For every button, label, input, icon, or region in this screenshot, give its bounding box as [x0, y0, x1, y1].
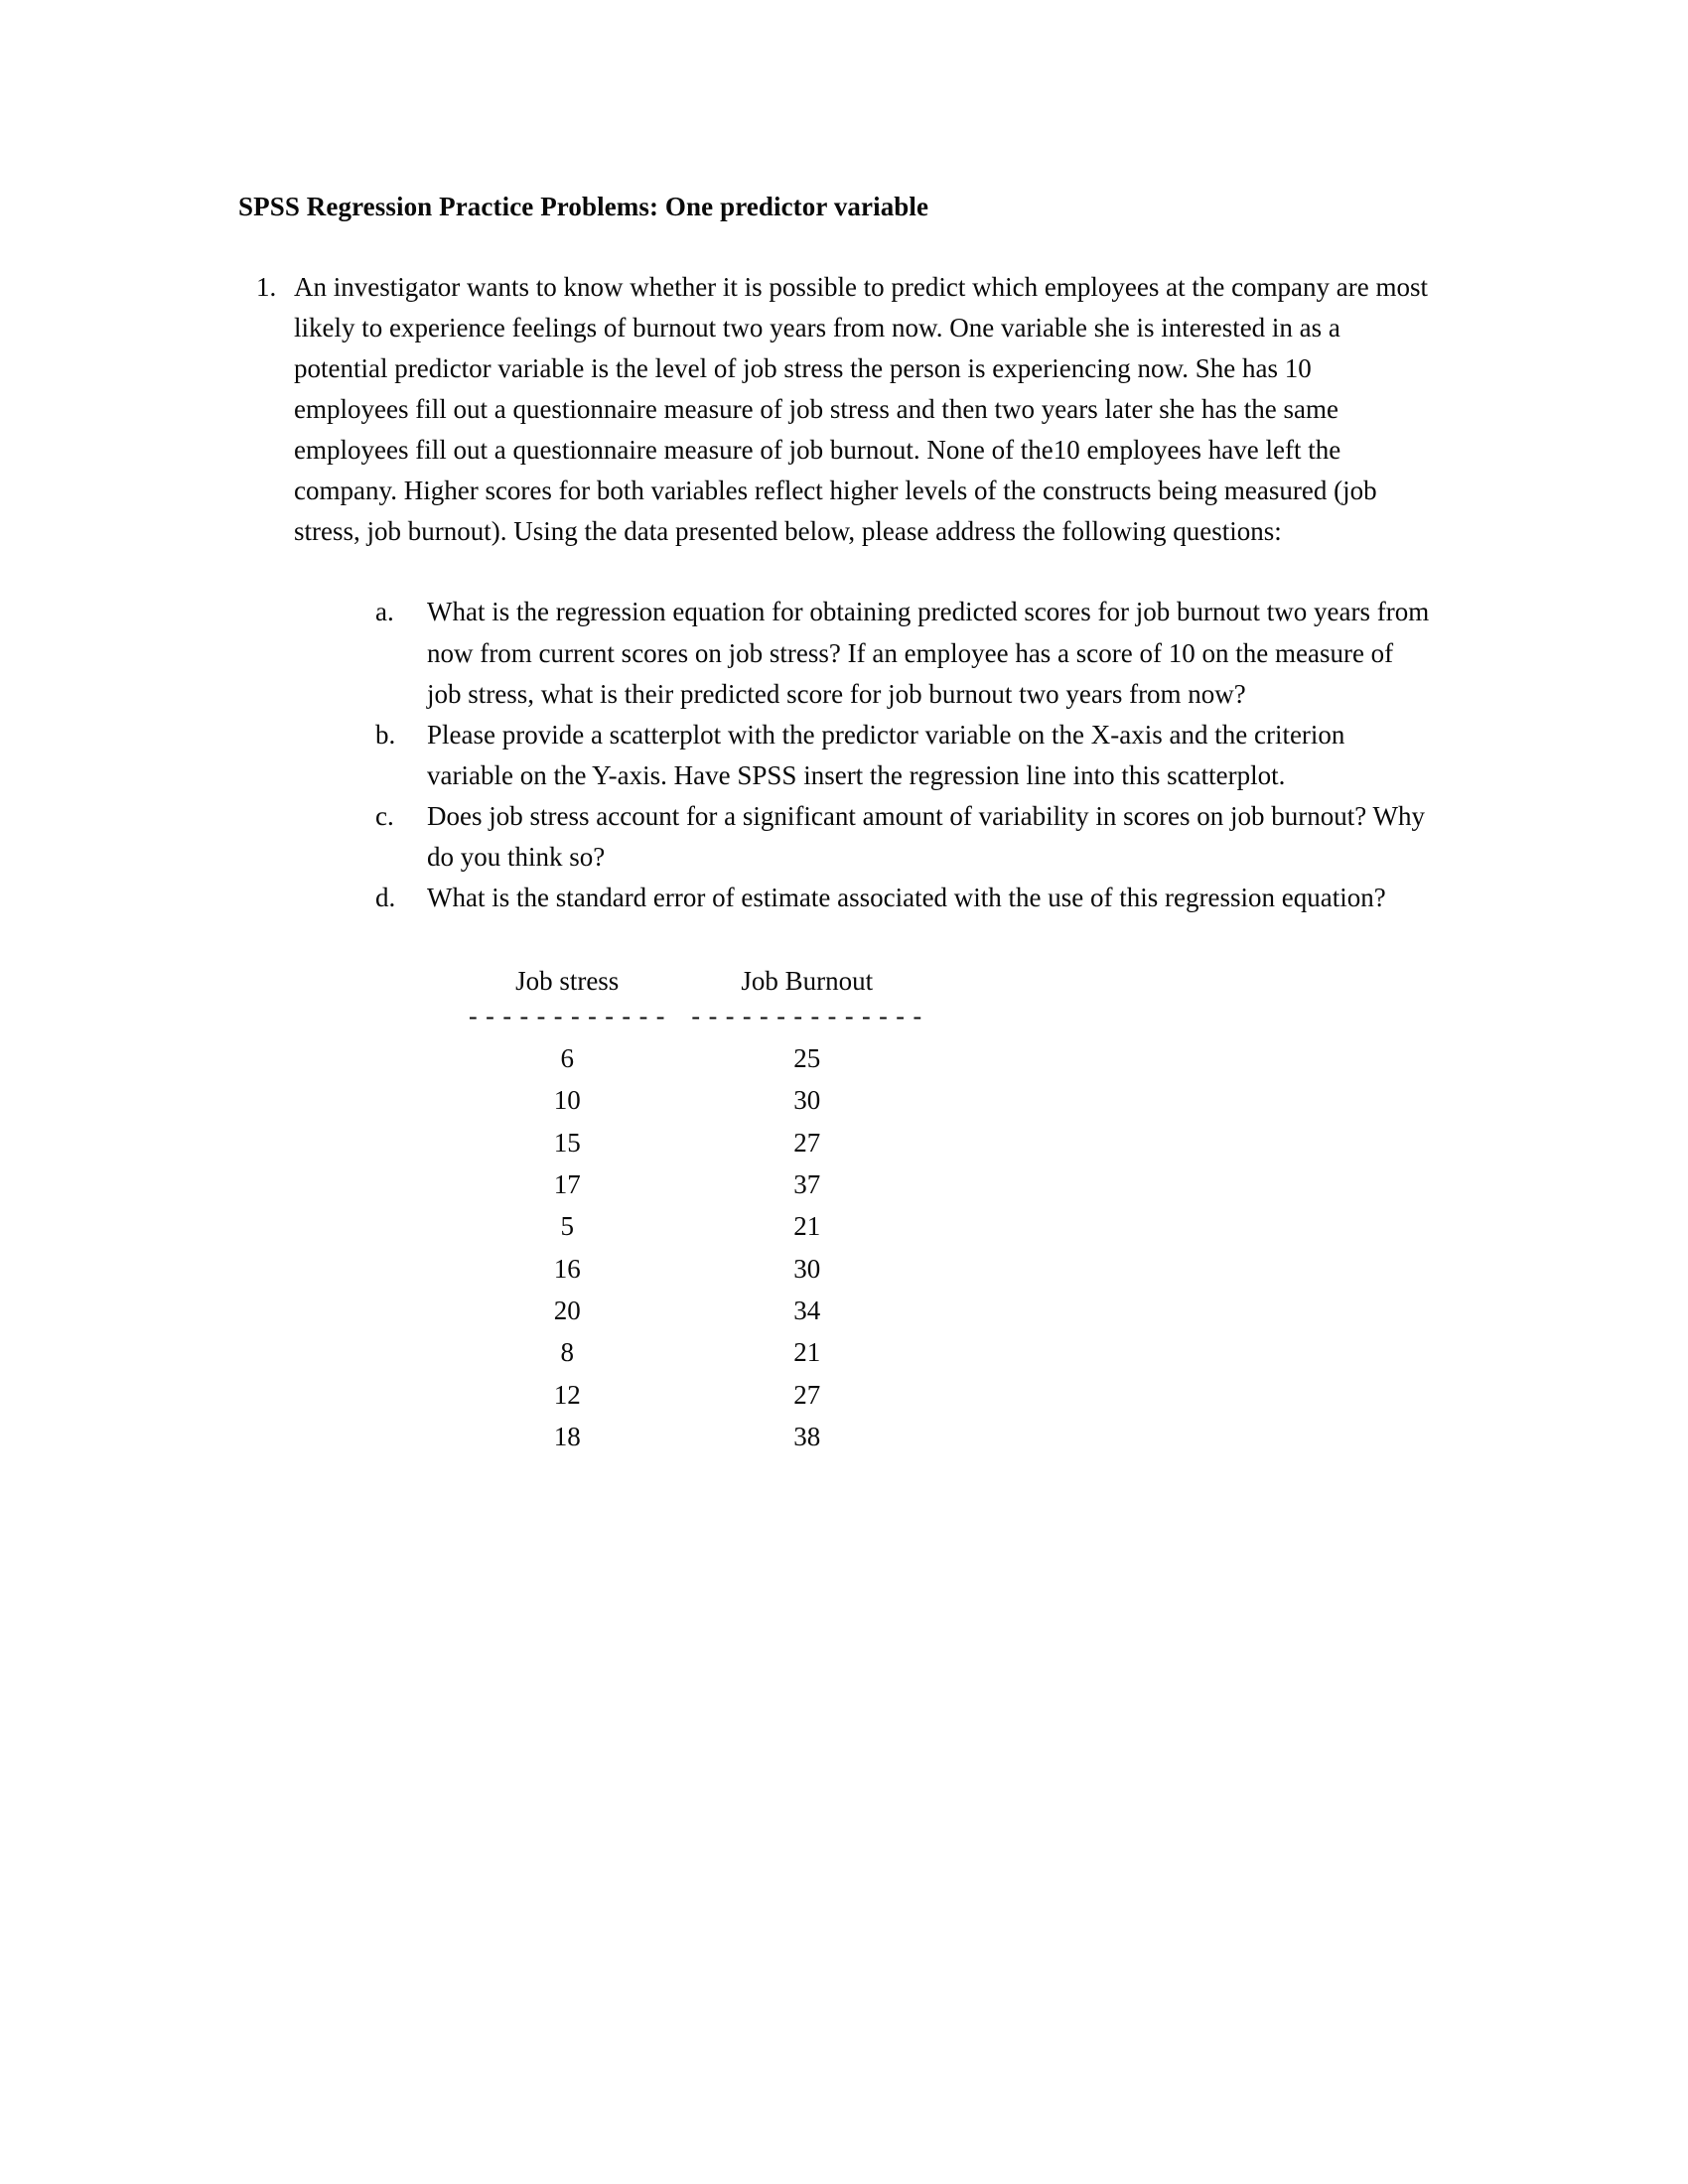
- table-row: [469, 1079, 922, 1121]
- cell-job-stress: 17: [553, 1169, 581, 1200]
- problem-1-body: [294, 267, 1430, 1457]
- cell-job-burnout: 21: [793, 1337, 821, 1368]
- table-row: [469, 1331, 922, 1373]
- subquestion-b-text: Please provide a scatterplot with the predictor variable on the X-axis and the criterion variable on the Y-axis. Have SPSS insert the regression line into this scatterplot.: [427, 719, 1345, 790]
- cell-job-stress: 20: [553, 1296, 581, 1326]
- subquestion-b: [375, 715, 1430, 796]
- rule-cell-right: [665, 1004, 922, 1037]
- problem-1-text: An investigator wants to know whether it is possible to predict which employees at the company are most likely to experience feelings of burnout two years from now. One variable she is interested in as a potential predictor variable is the level of job stress the person is experiencing now. She has 10 employees fill out a questionnaire measure of job stress and then two years later she has the same employees fill out a questionnaire measure of job burnout. None of the10 employees have left the company. Higher scores for both variables reflect higher levels of the constructs being measured (job stress, job burnout). Using the data presented below, please address the following questions:: [294, 272, 1429, 547]
- problem-1: [238, 267, 1430, 1457]
- subquestion-d-marker: d.: [375, 882, 396, 912]
- table-row: [469, 1122, 922, 1163]
- problem-1-subquestions: [294, 592, 1430, 917]
- cell-job-stress: 10: [553, 1085, 581, 1116]
- dashed-rule-job-stress: - - - - - - - - - - - -: [469, 1002, 666, 1031]
- subquestion-c: [375, 796, 1430, 878]
- cell-job-stress: 15: [553, 1127, 581, 1158]
- table-row: [469, 1037, 922, 1079]
- subquestion-b-marker: b.: [375, 719, 396, 750]
- cell-job-stress: 6: [560, 1043, 574, 1074]
- column-header-job-stress: Job stress: [515, 965, 620, 996]
- rule-cell-left: [469, 1004, 665, 1037]
- cell-job-stress: 8: [560, 1337, 574, 1368]
- cell-job-burnout: 30: [793, 1085, 821, 1116]
- cell-job-burnout: 37: [793, 1169, 821, 1200]
- problem-1-marker: 1.: [256, 272, 277, 303]
- page-content: [238, 189, 1430, 1457]
- table-row: [469, 1290, 922, 1331]
- column-header-job-burnout: Job Burnout: [741, 965, 874, 996]
- table-row: [469, 1205, 922, 1247]
- subquestion-d: [375, 878, 1430, 918]
- cell-job-burnout: 30: [793, 1253, 821, 1284]
- subquestion-a: [375, 592, 1430, 714]
- cell-job-stress: 16: [553, 1253, 581, 1284]
- table-header-row: [469, 962, 922, 1004]
- subquestion-c-marker: c.: [375, 800, 394, 831]
- table-row: [469, 1163, 922, 1205]
- table-row: [469, 1248, 922, 1290]
- cell-job-burnout: 25: [793, 1043, 821, 1074]
- cell-job-burnout: 34: [793, 1296, 821, 1326]
- cell-job-burnout: 38: [793, 1422, 821, 1451]
- cell-job-burnout: 21: [793, 1211, 821, 1242]
- table-row: [469, 1416, 922, 1457]
- table-body: [469, 1037, 922, 1457]
- data-table-block: [294, 962, 1430, 1458]
- table-rule-row: [469, 1004, 922, 1037]
- cell-job-stress: 5: [560, 1211, 574, 1242]
- cell-job-stress: 18: [553, 1422, 581, 1451]
- table-head: [469, 962, 922, 1037]
- subquestion-a-marker: a.: [375, 597, 394, 627]
- dashed-rule-job-burnout: - - - - - - - - - - - - - -: [691, 1002, 923, 1031]
- cell-job-burnout: 27: [793, 1127, 821, 1158]
- subquestion-a-text: What is the regression equation for obtaining predicted scores for job burnout two years from now from current scores on job stress? If an employee has a score of 10 on the measure of job stress, what is their predicted score for job burnout two years from now?: [427, 597, 1430, 709]
- subquestion-d-text: What is the standard error of estimate associated with the use of this regression equation?: [427, 882, 1386, 912]
- job-stress-burnout-table: [469, 962, 922, 1458]
- cell-job-stress: 12: [553, 1379, 581, 1410]
- table-row: [469, 1374, 922, 1416]
- page-title: SPSS Regression Practice Problems: One predictor variable: [238, 192, 929, 221]
- subquestion-c-text: Does job stress account for a significant amount of variability in scores on job burnout? Why do you think so?: [427, 800, 1426, 872]
- cell-job-burnout: 27: [793, 1379, 821, 1410]
